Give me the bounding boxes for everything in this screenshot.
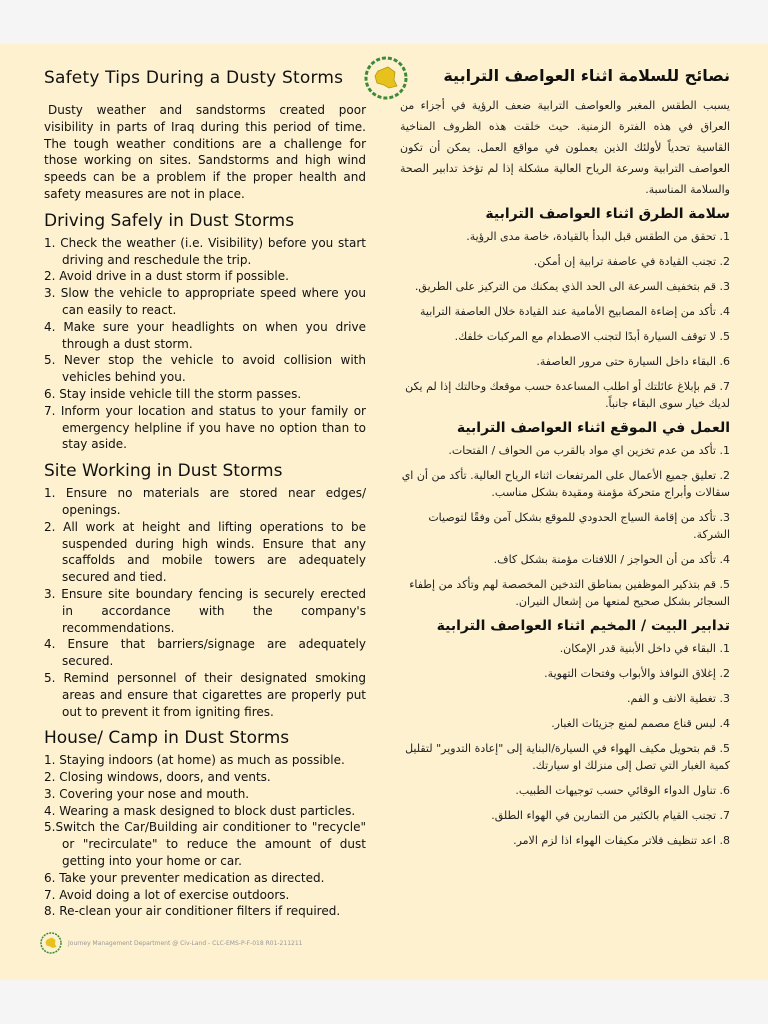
- list-item: 5. Remind personnel of their designated smoking areas and ensure that cigarettes are properly put out to prevent it from igniting fires.: [44, 670, 366, 719]
- page-title-ar: نصائح للسلامة اثناء العواصف الترابية: [443, 66, 730, 85]
- list-item: 3. Covering your nose and mouth.: [44, 786, 250, 801]
- list-item: 2. Closing windows, doors, and vents.: [44, 770, 271, 785]
- list-item: 8. Re-clean your air conditioner filters if required.: [44, 904, 341, 919]
- site-heading-en: Site Working in Dust Storms: [44, 461, 283, 482]
- list-item: 6. Take your preventer medication as directed.: [44, 870, 325, 885]
- list-item: 4. Wearing a mask designed to block dust particles.: [44, 803, 356, 818]
- list-item: 6. Stay inside vehicle till the storm passes.: [44, 386, 302, 401]
- list-item: 3. تغطية الانف و الفم.: [627, 692, 730, 705]
- list-item: 4. لبس قناع مصمم لمنع جزيئات الغبار.: [551, 717, 730, 730]
- house-list-ar: [400, 640, 730, 849]
- list-item: 2. Avoid drive in a dust storm if possible.: [44, 269, 289, 284]
- driving-heading-en: Driving Safely in Dust Storms: [44, 210, 295, 231]
- intro-en: Dusty weather and sandstorms created poor visibility in parts of Iraq during this period of time. The tough weather conditions are a challenge for those working on sites. Sandstorms and high wind speeds can be a problem if the proper health and safety measures are not in place.: [44, 103, 366, 201]
- list-item: 1. Ensure no materials are stored near edges/ openings.: [44, 486, 366, 517]
- list-item: 4. Make sure your headlights on when you drive through a dust storm.: [44, 319, 366, 351]
- house-list-en: [44, 752, 366, 920]
- list-item: 6. البقاء داخل السيارة حتى مرور العاصفة.: [536, 355, 730, 368]
- list-item: 1. Staying indoors (at home) as much as possible.: [44, 753, 345, 768]
- list-item: 1. البقاء في داخل الأبنية قدر الإمكان.: [559, 642, 730, 655]
- footer-text: Journey Management Department @ Civ-Land - CLC-EMS-P-F-018 R01-211211: [68, 939, 303, 947]
- list-item: 7. Avoid doing a lot of exercise outdoors.: [44, 887, 290, 902]
- list-item: 1. تحقق من الطقس قبل البدأ بالقيادة، خاصة مدى الرؤية.: [466, 230, 730, 243]
- list-item: 5.Switch the Car/Building air conditioner to "recycle" or "recirculate" to reduce the amount of dust getting into your home or car.: [44, 820, 366, 869]
- site-list-en: [44, 485, 366, 720]
- list-item: 5. Never stop the vehicle to avoid collision with vehicles behind you.: [44, 353, 366, 385]
- site-list-ar: [400, 442, 730, 610]
- tips-sheet: [0, 44, 768, 980]
- list-item: 3. قم بتخفيف السرعة الى الحد الذي يمكنك من التركيز على الطريق.: [414, 280, 730, 293]
- intro-ar: يسبب الطقس المغبر والعواصف الترابية ضعف الرؤية في أجزاء من العراق في هذه الفترة الزمنية. حيث خلقت هذه الظروف المناخية القاسية تحدياً لأولئك الذين يعملون في مواقع العمل. يمكن أن تكون العواصف الترابية وسرعة الرياح العالية مشكلة إذا لم تؤخذ تدابير الصحة والسلامة المناسبة.: [400, 99, 730, 196]
- driving-list-ar: [400, 228, 730, 412]
- list-item: 2. إغلاق النوافذ والأبواب وفتحات التهوية.: [544, 667, 730, 680]
- house-heading-ar: تدابير البيت / المخيم اثناء العواصف الترابية: [436, 618, 730, 634]
- list-item: 7. قم بإبلاغ عائلتك أو اطلب المساعدة حسب موقعك وحالتك إذا لم يكن لديك خيار سوى البقاء جانباً.: [405, 380, 730, 410]
- arabic-column: [400, 66, 730, 857]
- list-item: 1. تأكد من عدم تخزين اي مواد بالقرب من الحواف / الفتحات.: [448, 444, 730, 457]
- list-item: 2. تجنب القيادة في عاصفة ترابية إن أمكن.: [533, 255, 730, 268]
- list-item: 7. Inform your location and status to your family or emergency helpline if you have no option than to stay aside.: [44, 403, 366, 452]
- iraq-map-emblem-icon: [40, 932, 62, 954]
- page-title-en: Safety Tips During a Dusty Storms: [44, 68, 344, 88]
- list-item: 3. تأكد من إقامة السياج الحدودي للموقع بشكل آمن وفقًا لتوصيات الشركة.: [428, 511, 730, 541]
- list-item: 3. Slow the vehicle to appropriate speed where you can easily to react.: [44, 286, 366, 317]
- list-item: 4. Ensure that barriers/signage are adequately secured.: [44, 637, 366, 669]
- footer: [40, 932, 302, 954]
- list-item: 4. تأكد من إضاءة المصابيح الأمامية عند القيادة خلال العاصفة الترابية: [420, 305, 730, 318]
- house-heading-en: House/ Camp in Dust Storms: [44, 728, 290, 749]
- driving-heading-ar: سلامة الطرق اثناء العواصف الترابية: [485, 206, 730, 222]
- driving-list-en: [44, 235, 366, 453]
- list-item: 7. تجنب القيام بالكثير من التمارين في الهواء الطلق.: [491, 809, 730, 822]
- list-item: 6. تناول الدواء الوقائي حسب توجيهات الطبيب.: [515, 784, 730, 797]
- english-column: [44, 68, 366, 920]
- list-item: 5. قم بتحويل مكيف الهواء في السيارة/البناية إلى "إعادة التدوير" لتقليل كمية الغبار التي تصل إلى منزلك او سيارتك.: [405, 742, 730, 772]
- list-item: 2. All work at height and lifting operations to be suspended during high winds. Ensure that any scaffolds and mobile towers are adequately secured and tied.: [44, 519, 366, 585]
- list-item: 8. اعد تنظيف فلاتر مكيفات الهواء اذا لزم الامر.: [513, 834, 730, 847]
- list-item: 5. لا توقف السيارة أبدًا لتجنب الاصطدام مع المركبات خلفك.: [454, 330, 730, 343]
- site-heading-ar: العمل في الموقع اثناء العواصف الترابية: [456, 420, 730, 436]
- list-item: 2. تعليق جميع الأعمال على المرتفعات اثناء الرياح العالية. تأكد من أن اي سقالات وأبراج متحركة مؤمنة ومقيدة بشكل مناسب.: [401, 469, 730, 499]
- list-item: 4. تأكد من أن الحواجز / اللافتات مؤمنة بشكل كاف.: [493, 553, 730, 566]
- list-item: 1. Check the weather (i.e. Visibility) before you start driving and reschedule the trip.: [44, 235, 366, 267]
- list-item: 3. Ensure site boundary fencing is securely erected in accordance with the company's recommendations.: [44, 586, 366, 635]
- list-item: 5. قم بتذكير الموظفين بمناطق التدخين المخصصة لهم وتأكد من إطفاء السجائر بشكل صحيح لمنعها من إشعال النيران.: [409, 578, 730, 608]
